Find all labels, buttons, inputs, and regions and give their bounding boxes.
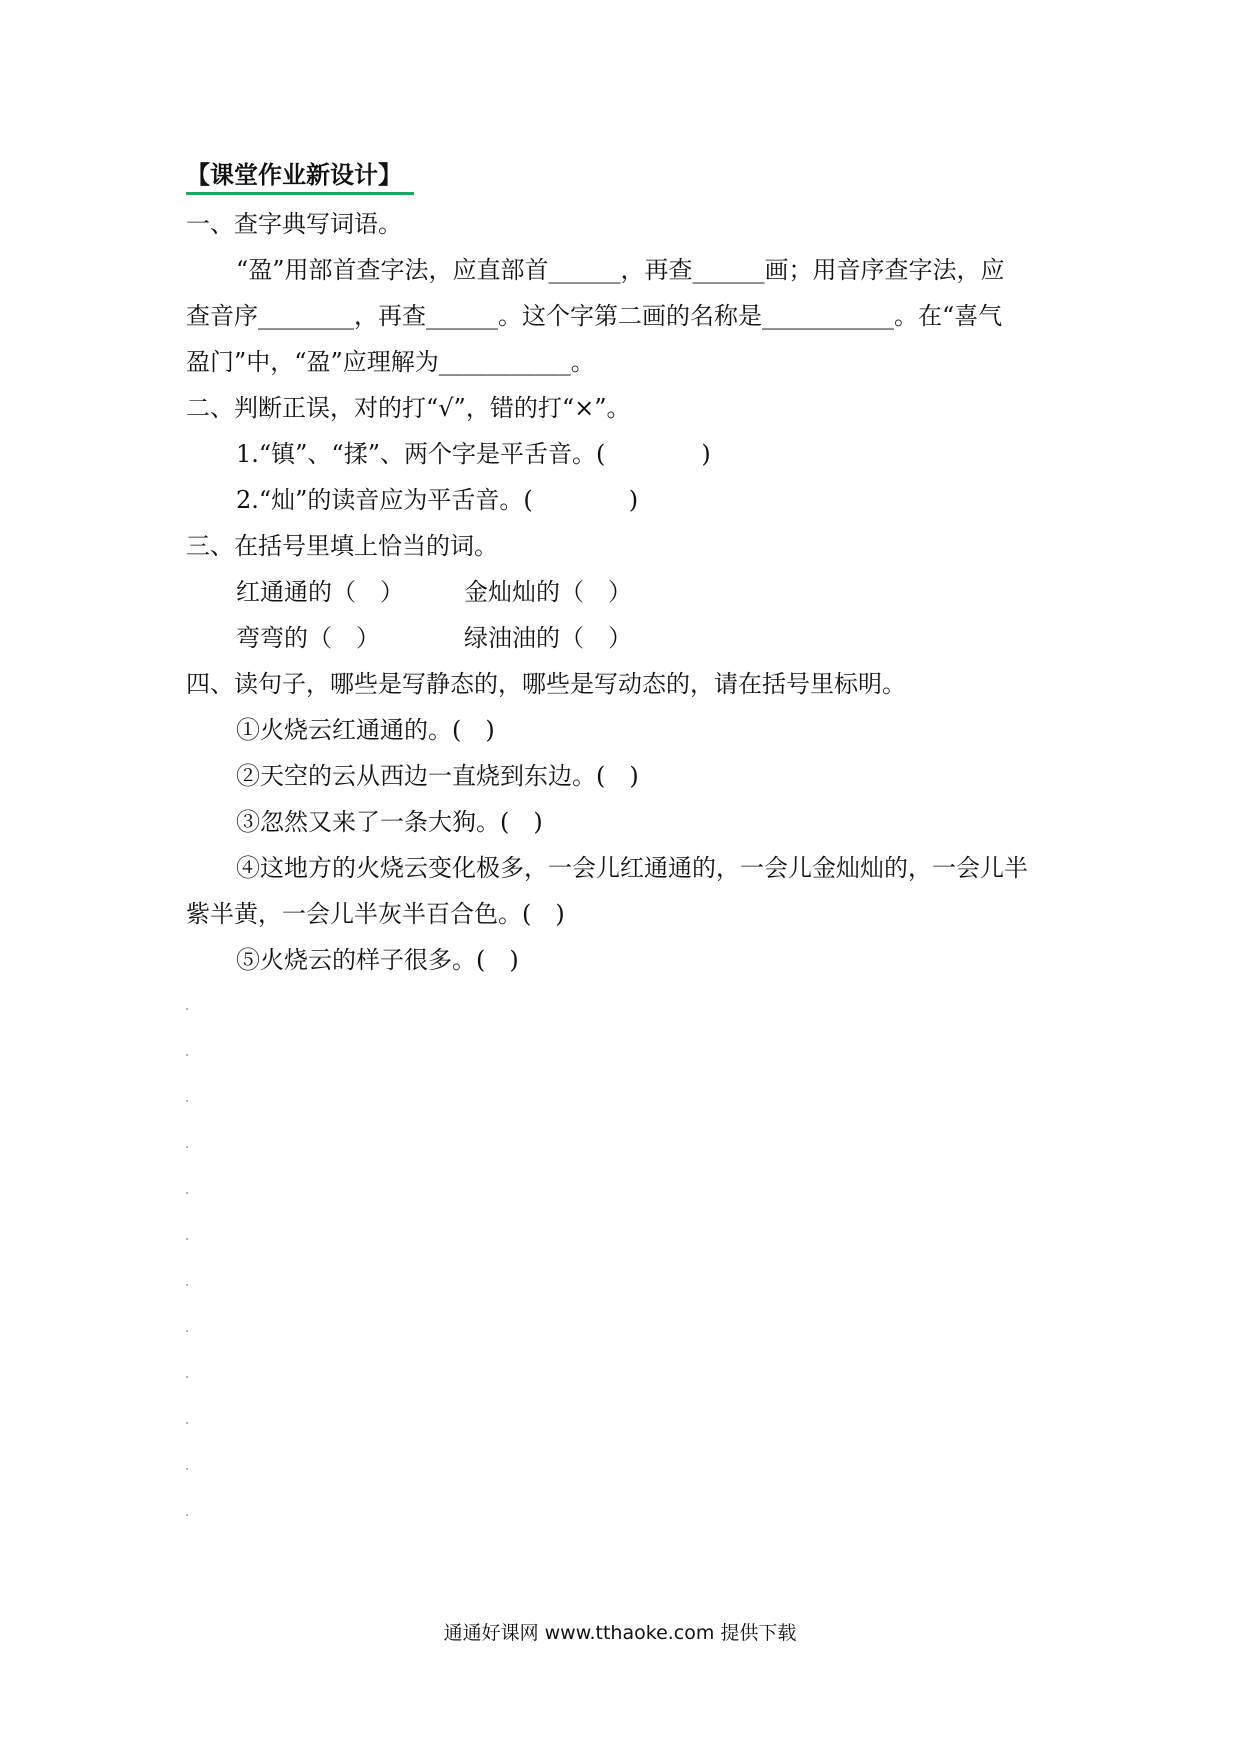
section-3-blank-4: 绿油油的（ ） bbox=[464, 624, 632, 652]
section-4-item-1: ①火烧云红通通的。( ) bbox=[236, 716, 495, 744]
empty-line-markers bbox=[186, 1000, 192, 1560]
section-2-item-2: 2.“灿”的读音应为平舌音。( ) bbox=[236, 486, 639, 514]
section-1-paragraph-line-1: “盈”用部首查字法，应直部首______，再查______画；用音序查字法，应 bbox=[236, 256, 1005, 284]
footer-download-note: 通通好课网 www.tthaoke.com 提供下载 bbox=[443, 1622, 797, 1644]
section-1-paragraph-line-2: 查音序________，再查______。这个字第二画的名称是___________。在“喜气 bbox=[186, 302, 1003, 330]
section-4-item-4: ④这地方的火烧云变化极多，一会儿红通通的，一会儿金灿灿的，一会儿半 bbox=[236, 854, 1028, 882]
section-2-item-1: 1.“镇”、“揉”、两个字是平舌音。( ) bbox=[236, 440, 711, 468]
title-underline bbox=[186, 192, 414, 195]
section-4-item-2: ②天空的云从西边一直烧到东边。( ) bbox=[236, 762, 639, 790]
section-1-heading: 一、查字典写词语。 bbox=[186, 210, 402, 238]
section-2-heading: 二、判断正误，对的打“√”，错的打“×”。 bbox=[186, 394, 631, 422]
section-3-blank-3: 弯弯的（ ） bbox=[236, 624, 380, 652]
section-3-heading: 三、在括号里填上恰当的词。 bbox=[186, 532, 498, 560]
section-4-item-4-continued: 紫半黄，一会儿半灰半百合色。( ) bbox=[186, 900, 565, 928]
page-title: 【课堂作业新设计】 bbox=[186, 161, 402, 189]
section-3-blank-1: 红通通的（ ） bbox=[236, 578, 404, 606]
section-4-item-5: ⑤火烧云的样子很多。( ) bbox=[236, 946, 519, 974]
section-4-heading: 四、读句子，哪些是写静态的，哪些是写动态的，请在括号里标明。 bbox=[186, 670, 906, 698]
section-4-item-3: ③忽然又来了一条大狗。( ) bbox=[236, 808, 543, 836]
section-3-blank-2: 金灿灿的（ ） bbox=[464, 578, 632, 606]
section-1-paragraph-line-3: 盈门”中，“盈”应理解为___________。 bbox=[186, 348, 595, 376]
